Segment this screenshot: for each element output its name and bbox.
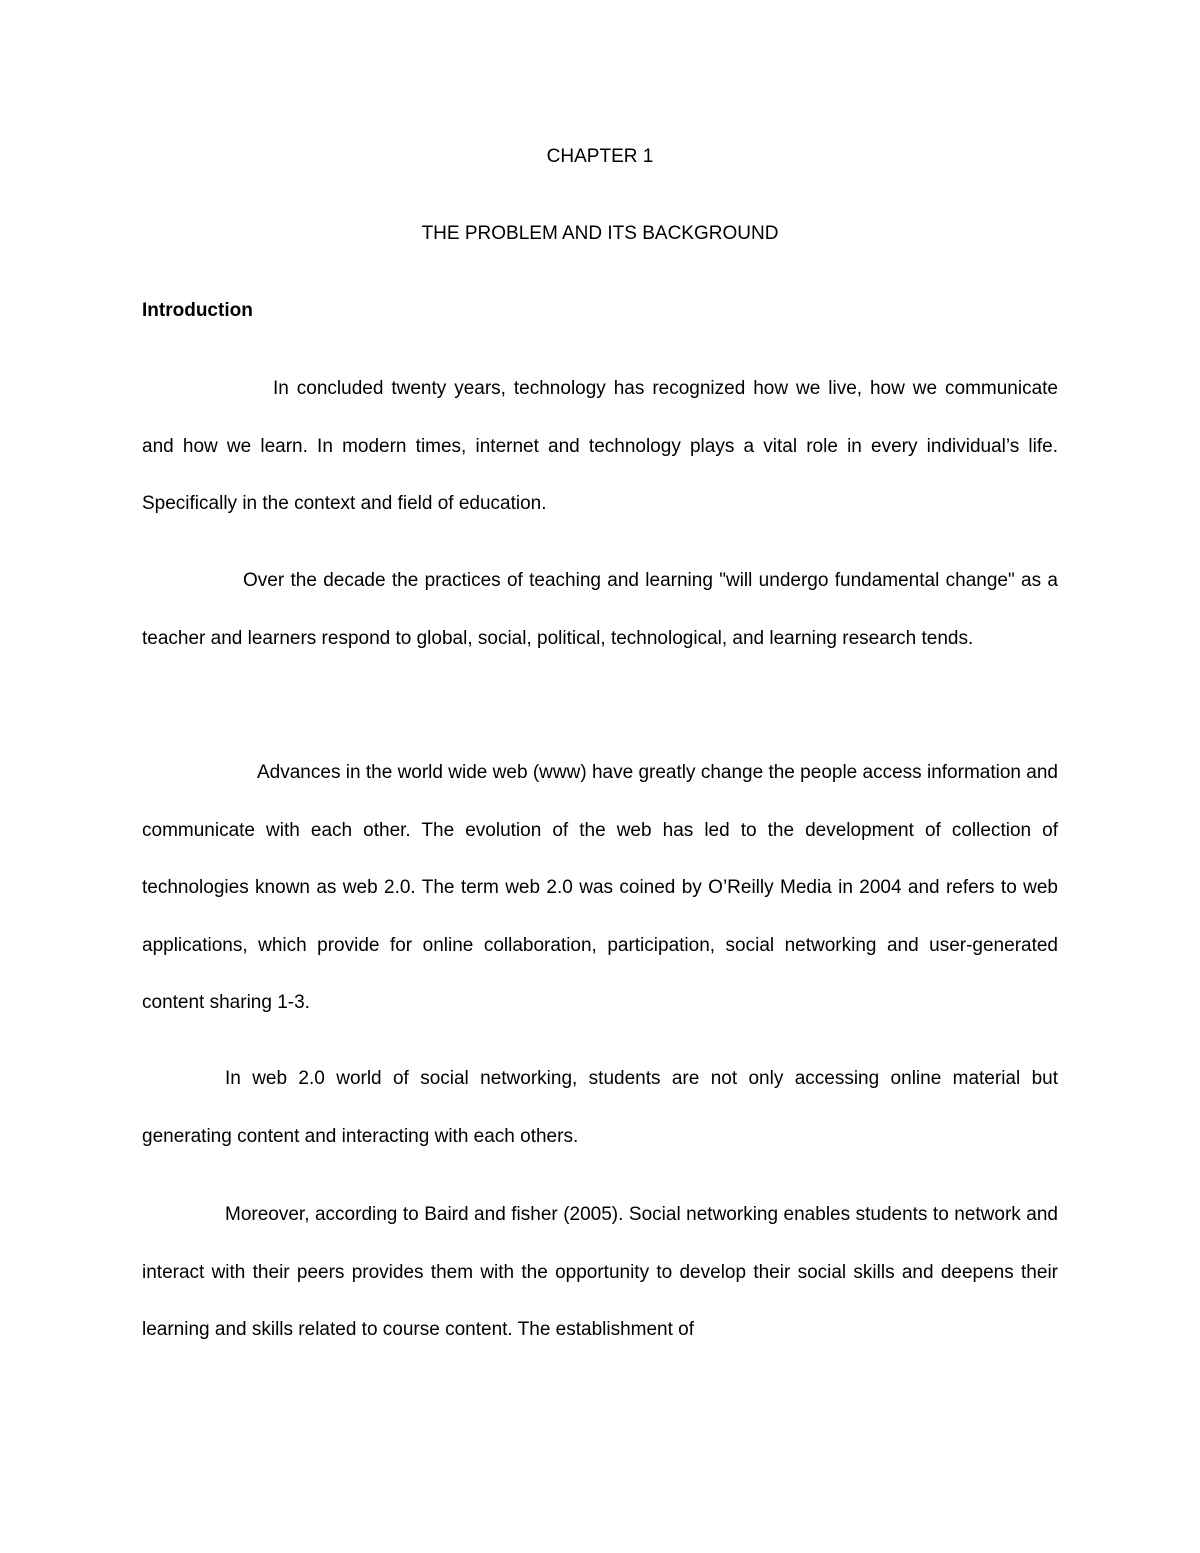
paragraph-5: Moreover, according to Baird and fisher (2005). Social networking enables students to network and interact with their peers provides them with the opportunity to develop their social skills and deepens their learning and skills related to course content. The establishment of [142, 1204, 1058, 1340]
paragraph-4: In web 2.0 world of social networking, students are not only accessing online material but generating content and interacting with each others. [142, 1068, 1058, 1147]
paragraph-1: In concluded twenty years, technology has recognized how we live, how we communicate and how we learn. In modern times, internet and technology plays a vital role in every individual’s life. Specifically in the context and field of education. [142, 378, 1058, 514]
paragraph-2: Over the decade the practices of teaching and learning "will undergo fundamental change" as a teacher and learners respond to global, social, political, technological, and learning research tends. [142, 570, 1058, 649]
paragraph-3: Advances in the world wide web (www) have greatly change the people access information and communicate with each other. The evolution of the web has led to the development of collection of technologies known as web 2.0. The term web 2.0 was coined by O’Reilly Media in 2004 and refers to web applications, which provide for online collaboration, participation, social networking and user-generated content sharing 1-3. [142, 762, 1058, 1013]
chapter-title: THE PROBLEM AND ITS BACKGROUND [421, 223, 779, 244]
chapter-label: CHAPTER 1 [546, 146, 654, 167]
section-heading: Introduction [142, 300, 253, 321]
